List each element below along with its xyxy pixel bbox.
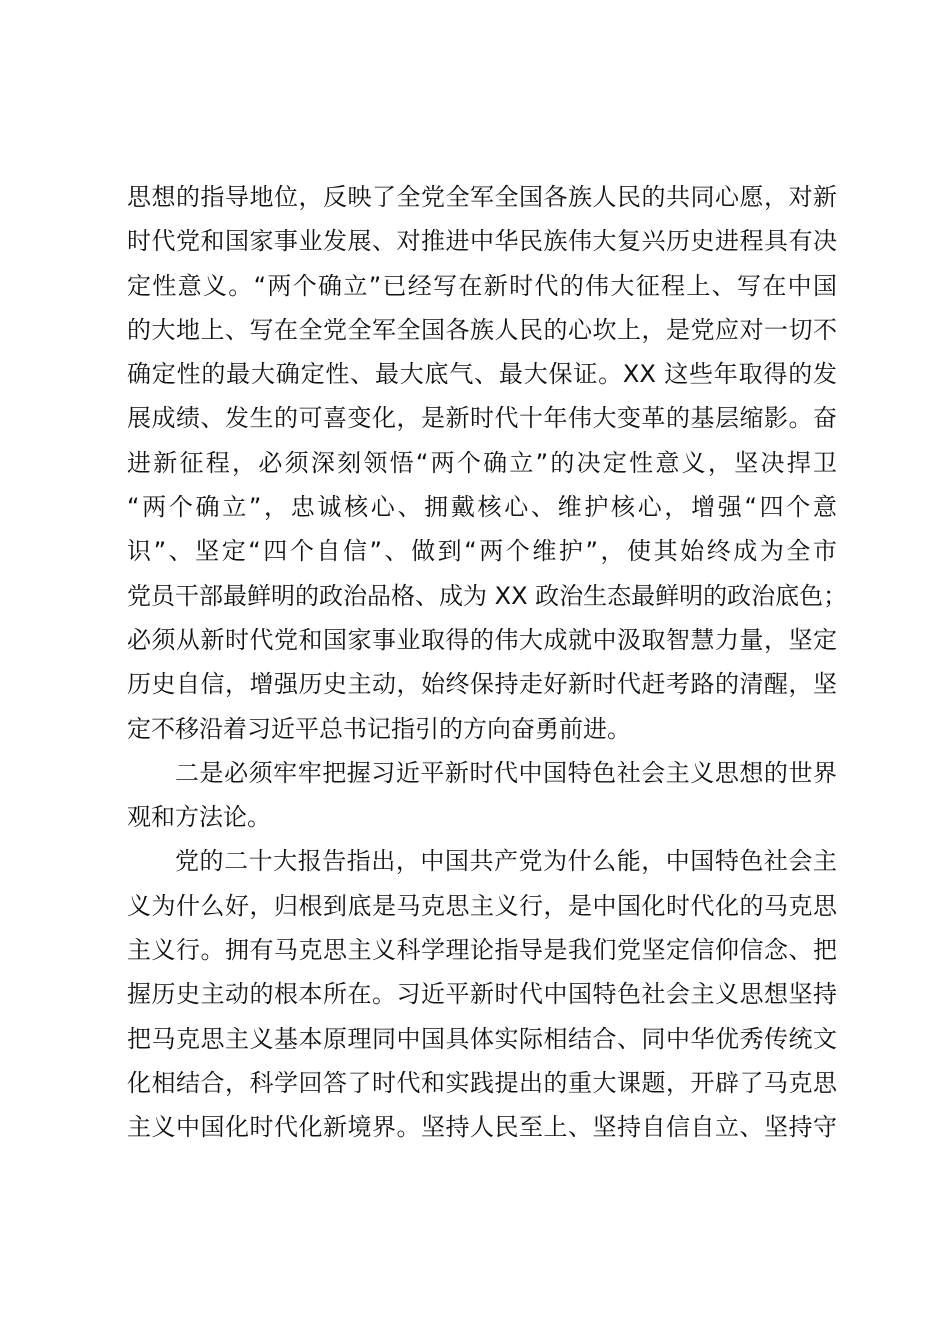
text-line: 定性意义。“两个确立”已经写在新时代的伟大征程上、写在中国 (127, 271, 837, 300)
text-line: 把马克思主义基本原理同中国具体实际相结合、同中华优秀传统文 (127, 1024, 837, 1053)
text-line: 历史自信，增强历史主动，始终保持走好新时代赶考路的清醒，坚 (127, 670, 837, 699)
text-line: 思想的指导地位，反映了全党全军全国各族人民的共同心愿，对新 (127, 183, 837, 211)
text-line: 时代党和国家事业发展、对推进中华民族伟大复兴历史进程具有决 (127, 227, 837, 256)
text-line: 主义中国化时代化新境界。坚持人民至上、坚持自信自立、坚持守 (127, 1113, 837, 1142)
text-line: 党的二十大报告指出，中国共产党为什么能，中国特色社会主 (175, 847, 837, 876)
text-line: 识”、坚定“四个自信”、做到“两个维护”，使其始终成为全市 (127, 537, 837, 566)
text-line: 二是必须牢牢把握习近平新时代中国特色社会主义思想的世界 (175, 758, 837, 787)
text-line: 握历史主动的根本所在。习近平新时代中国特色社会主义思想坚持 (127, 980, 837, 1009)
text-line: “两个确立”，忠诚核心、拥戴核心、维护核心，增强“四个意 (127, 493, 837, 522)
text-line: 展成绩、发生的可喜变化，是新时代十年伟大变革的基层缩影。奋 (127, 404, 837, 433)
text-line: 进新征程，必须深刻领悟“两个确立”的决定性意义，坚决捍卫 (127, 448, 837, 477)
paragraph (127, 175, 848, 751)
text-line: 定不移沿着习近平总书记指引的方向奋勇前进。 (127, 714, 631, 743)
paragraph (127, 751, 837, 840)
paragraph (127, 839, 837, 1149)
text-line: 确定性的最大确定性、最大底气、最大保证。XX 这些年取得的发 (127, 360, 837, 389)
text-line: 义为什么好，归根到底是马克思主义行，是中国化时代化的马克思 (127, 891, 837, 920)
text-line: 党员干部最鲜明的政治品格、成为 XX 政治生态最鲜明的政治底色； (127, 581, 848, 610)
text-line: 主义行。拥有马克思主义科学理论指导是我们党坚定信仰信念、把 (127, 936, 837, 965)
text-line: 必须从新时代党和国家事业取得的伟大成就中汲取智慧力量，坚定 (127, 625, 837, 654)
text-line: 观和方法论。 (127, 803, 271, 832)
text-line: 的大地上、写在全党全军全国各族人民的心坎上，是党应对一切不 (127, 315, 837, 344)
text-line: 化相结合，科学回答了时代和实践提出的重大课题，开辟了马克思 (127, 1068, 837, 1097)
body-text (127, 175, 848, 1150)
